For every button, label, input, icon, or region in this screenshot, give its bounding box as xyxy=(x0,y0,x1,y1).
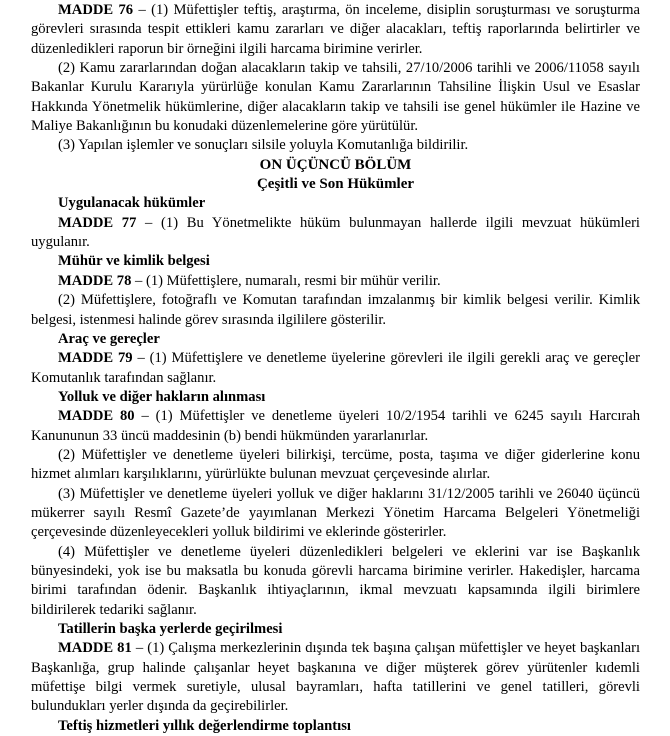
article-paragraph-madde81-1 xyxy=(31,639,640,716)
section-subtitle-bolum-13: Çeşitli ve Son Hükümler xyxy=(256,176,415,193)
heading-arac-ve-gerecler: Araç ve gereçler xyxy=(58,330,160,347)
heading-yolluk-ve-diger-haklarin-alinmasi: Yolluk ve diğer hakların alınması xyxy=(58,388,266,405)
article-text: (1) Müfettişlere, numaralı, resmi bir mühür verilir. xyxy=(145,272,441,289)
article-dash: – xyxy=(134,408,156,425)
article-paragraph-madde77-1 xyxy=(31,214,640,253)
paragraph-madde80-3: (3) Müfettişler ve denetleme üyeleri yolluk ve diğer haklarını 31/12/2005 tarihli ve 26040 üçüncü mükerrer sayılı Resmî Gazete’de yayımlanan Merkezi Yönetim Harcama Belgeleri Yönetmeliği çerçevesinde düzenleyecekleri yolluk bildirimi ve eklerinde gösterirler. xyxy=(31,485,640,541)
article-dash: – xyxy=(136,214,162,231)
article-label: MADDE 81 xyxy=(58,640,132,657)
article-dash: – xyxy=(133,2,152,18)
heading-uygulanacak-hukumler: Uygulanacak hükümler xyxy=(58,195,206,212)
section-title-bolum-13: ON ÜÇÜNCÜ BÖLÜM xyxy=(259,156,412,173)
article-label: MADDE 77 xyxy=(58,214,137,231)
article-text: (1) Bu Yönetmelikte hüküm bulunmayan hallerde ilgili mevzuat hükümleri uygulanır. xyxy=(31,214,640,251)
paragraph-madde76-2: (2) Kamu zararlarından doğan alacakların takip ve tahsili, 27/10/2006 tarihli ve 2006/11058 sayılı Bakanlar Kurulu Kararıyla yürürlüğe konulan Kamu Zararlarının Tahsiline İlişkin Usul ve Esaslar Hakkında Yönetmelik hükümlerine, diğer alacakların takip ve tahsili ise genel hükümler ile Hazine ve Maliye Bakanlığının bu konudaki düzenlemelerine göre yürütülür. xyxy=(31,60,640,135)
article-text: (1) Müfettişler teftiş, araştırma, ön inceleme, disiplin soruşturması ve soruşturma görevleri sırasında tespit ettikleri kamu zararları ve diğer alacakları, teftiş raporlarında belirtirler ve düzenledikleri raporun bir örneğini ilgili harcama birimine verirler. xyxy=(31,2,640,57)
article-dash: – xyxy=(131,272,146,289)
article-text: (1) Müfettişlere ve denetleme üyelerine görevleri ile ilgili gerekli araç ve gereçler Komutanlık tarafından sağlanır. xyxy=(31,350,640,386)
heading-teftis-hizmetleri-yillik-degerlendirme-toplantisi: Teftiş hizmetleri yıllık değerlendirme toplantısı xyxy=(58,717,351,734)
paragraph-madde80-2: (2) Müfettişler ve denetleme üyeleri bilirkişi, tercüme, posta, taşıma ve diğer giderlerine konu hizmet alımları karşılıklarını, yürürlükte bulunan mevzuat çerçevesinde alırlar. xyxy=(31,446,640,483)
article-paragraph-madde78-1 xyxy=(31,272,640,291)
article-label: MADDE 80 xyxy=(58,408,135,425)
paragraph-madde80-4: (4) Müfettişler ve denetleme üyeleri düzenledikleri belgeleri ve eklerini var ise Başkanlık bünyesindeki, yok ise bu maksatla bu konuda görevli harcama birimine verirler. Hakedişler, harcama birimi tarafından ödenir. Başkanlık ihtiyaçlarının, ikmal mevzuatı kapsamında ilgili birimlere bildirilerek tedariki sağlanır. xyxy=(31,543,640,618)
article-text: (1) Çalışma merkezlerinin dışında tek başına çalışan müfettişler ve heyet başkanları Başkanlığa, grup halinde çalışanlar heyet başkanına ve diğer müşterek görev yürütenler kıdemli müfettişe bilgi vermek suretiyle, ulusal bayramları, hafta tatillerini ve genel tatilleri, görevli bulundukları yerler dışında da geçirebilirler. xyxy=(31,640,640,715)
heading-muhur-ve-kimlik-belgesi: Mühür ve kimlik belgesi xyxy=(58,253,210,270)
article-dash: – xyxy=(131,640,148,657)
article-paragraph-madde76-1 xyxy=(31,1,640,59)
article-paragraph-madde80-1 xyxy=(31,407,640,446)
paragraph-madde78-2: (2) Müfettişlere, fotoğraflı ve Komutan tarafından imzalanmış bir kimlik belgesi verilir. Kimlik belgesi, istenmesi halinde görev sırasında ilgililere gösterilir. xyxy=(31,292,640,328)
article-text: (1) Müfettişler ve denetleme üyeleri 10/2/1954 tarihli ve 6245 sayılı Harcırah Kanununun 33 üncü maddesinin (b) bendi hükmünden yararlanırlar. xyxy=(31,408,641,444)
article-dash: – xyxy=(132,350,150,367)
article-paragraph-madde79-1 xyxy=(31,349,640,388)
heading-tatillerin-baska-yerlerde-gecirilmesi: Tatillerin başka yerlerde geçirilmesi xyxy=(58,621,283,637)
paragraph-madde76-3: (3) Yapılan işlemler ve sonuçları silsile yoluyla Komutanlığa bildirilir. xyxy=(58,137,469,154)
article-label: MADDE 79 xyxy=(58,350,133,367)
article-label: MADDE 78 xyxy=(58,272,132,289)
article-label: MADDE 76 xyxy=(58,2,134,18)
document-body xyxy=(31,0,640,736)
